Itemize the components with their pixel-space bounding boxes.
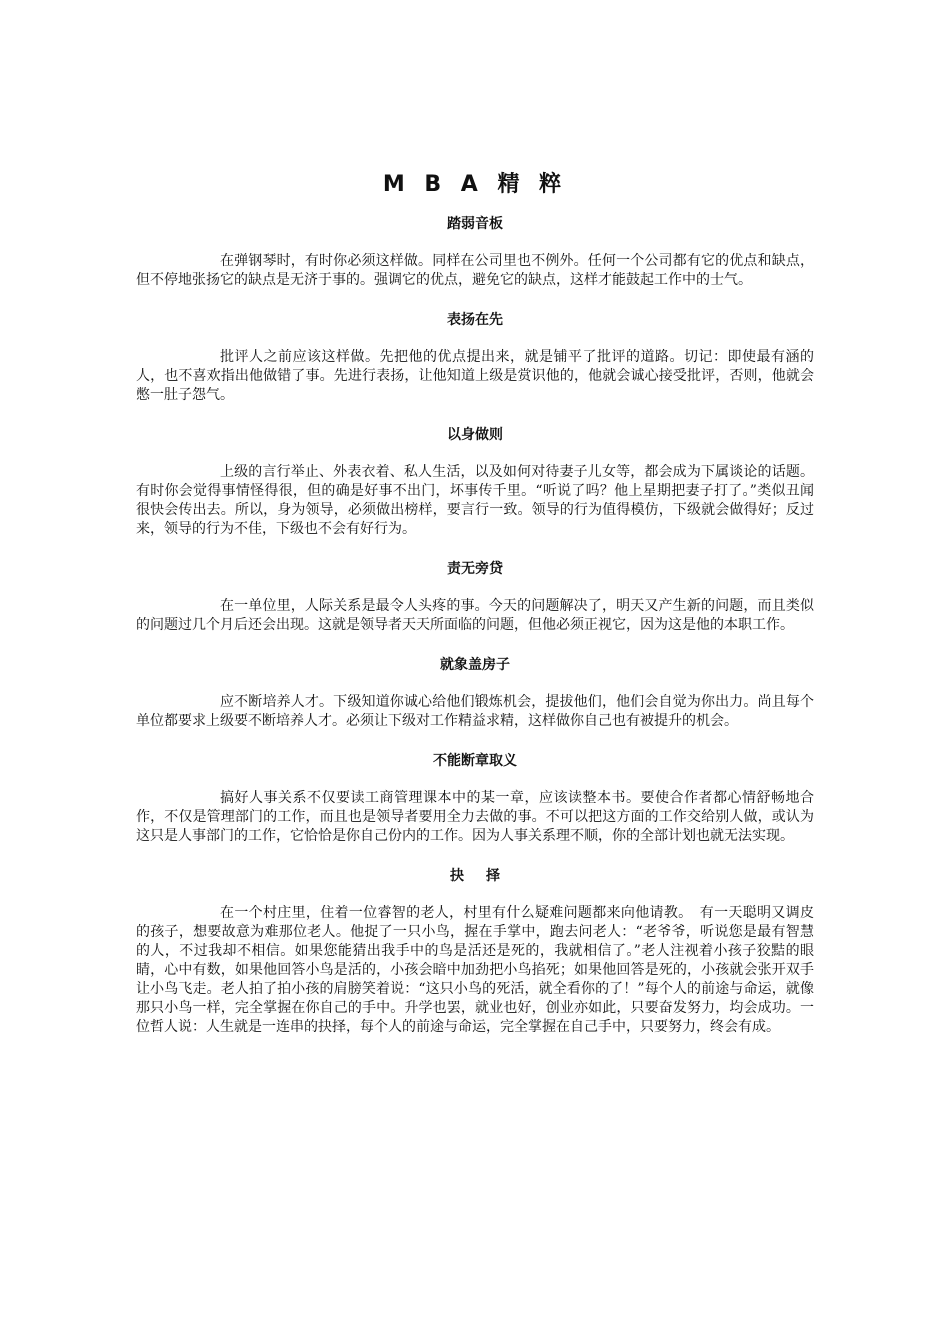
section-tarui-yinban (136, 214, 814, 290)
section-jiuxiang-gaifangzi (136, 655, 814, 731)
section-paragraph: 上级的言行举止、外表衣着、私人生活，以及如何对待妻子儿女等，都会成为下属谈论的话题。有时你会觉得事情怪得很，但的确是好事不出门，坏事传千里。“听说了吗？他上星期把妻子打了。”类似丑闻很快会传出去。所以，身为领导，必须做出榜样，要言行一致。领导的行为值得模仿，下级就会做得好；反过来，领导的行为不佳，下级也不会有好行为。 (136, 464, 814, 537)
section-heading: 踏弱音板 (447, 216, 503, 232)
section-paragraph: 批评人之前应该这样做。先把他的优点提出来，就是铺平了批评的道路。切记：即使最有涵的人，也不喜欢指出他做错了事。先进行表扬，让他知道上级是赏识他的，他就会诚心接受批评，否则，他就会憋一肚子怨气。 (136, 349, 814, 403)
section-yishen-zuoze (136, 425, 814, 539)
section-zewu-pangdai (136, 559, 814, 635)
section-paragraph: 在一个村庄里，住着一位睿智的老人，村里有什么疑难问题都来向他请教。 有一天聪明又调皮的孩子，想要故意为难那位老人。他捉了一只小鸟，握在手掌中，跑去问老人：“老爷爷，听说您是最有智慧的人，不过我却不相信。如果您能猜出我手中的鸟是活还是死的，我就相信了。”老人注视着小孩子狡黠的眼睛，心中有数，如果他回答小鸟是活的，小孩会暗中加劲把小鸟掐死；如果他回答是死的，小孩就会张开双手让小鸟飞走。老人拍了拍小孩的肩膀笑着说：“这只小鸟的死活，就全看你的了！”每个人的前途与命运，就像那只小鸟一样，完全掌握在你自己的手中。升学也罢，就业也好，创业亦如此，只要奋发努力，均会成功。一位哲人说：人生就是一连串的抉择，每个人的前途与命运，完全掌握在自己手中，只要努力，终会有成。 (136, 905, 814, 1035)
section-paragraph: 搞好人事关系不仅要读工商管理课本中的某一章，应该读整本书。要使合作者都心情舒畅地合作，不仅是管理部门的工作，而且也是领导者要用全力去做的事。不可以把这方面的工作交给别人做，或认为这只是人事部门的工作，它恰恰是你自己份内的工作。因为人事关系理不顺，你的全部计划也就无法实现。 (136, 790, 814, 844)
section-paragraph: 应不断培养人才。下级知道你诚心给他们锻炼机会，提拔他们，他们会自觉为你出力。尚且每个单位都要求上级要不断培养人才。必须让下级对工作精益求精，这样做你自己也有被提升的机会。 (136, 694, 814, 729)
section-heading: 表扬在先 (447, 312, 503, 328)
section-heading: 抉择 (450, 868, 522, 884)
section-buneng-duanzhangquyi (136, 751, 814, 846)
section-heading: 不能断章取义 (433, 753, 517, 769)
section-heading: 责无旁贷 (447, 561, 503, 577)
document-title: M B A 精 粹 (382, 172, 568, 197)
document-page (136, 170, 814, 1057)
section-paragraph: 在弹钢琴时，有时你必须这样做。同样在公司里也不例外。任何一个公司都有它的优点和缺点，但不停地张扬它的缺点是无济于事的。强调它的优点，避免它的缺点，这样才能鼓起工作中的士气。 (136, 253, 814, 288)
section-heading: 就象盖房子 (440, 657, 510, 673)
section-paragraph: 在一单位里，人际关系是最令人头疼的事。今天的问题解决了，明天又产生新的问题，而且类似的问题过几个月后还会出现。这就是领导者天天所面临的问题，但他必须正视它，因为这是他的本职工作。 (136, 598, 814, 633)
section-heading: 以身做则 (447, 427, 503, 443)
section-jueze (136, 866, 814, 1037)
section-biaoyang-zaixian (136, 310, 814, 405)
